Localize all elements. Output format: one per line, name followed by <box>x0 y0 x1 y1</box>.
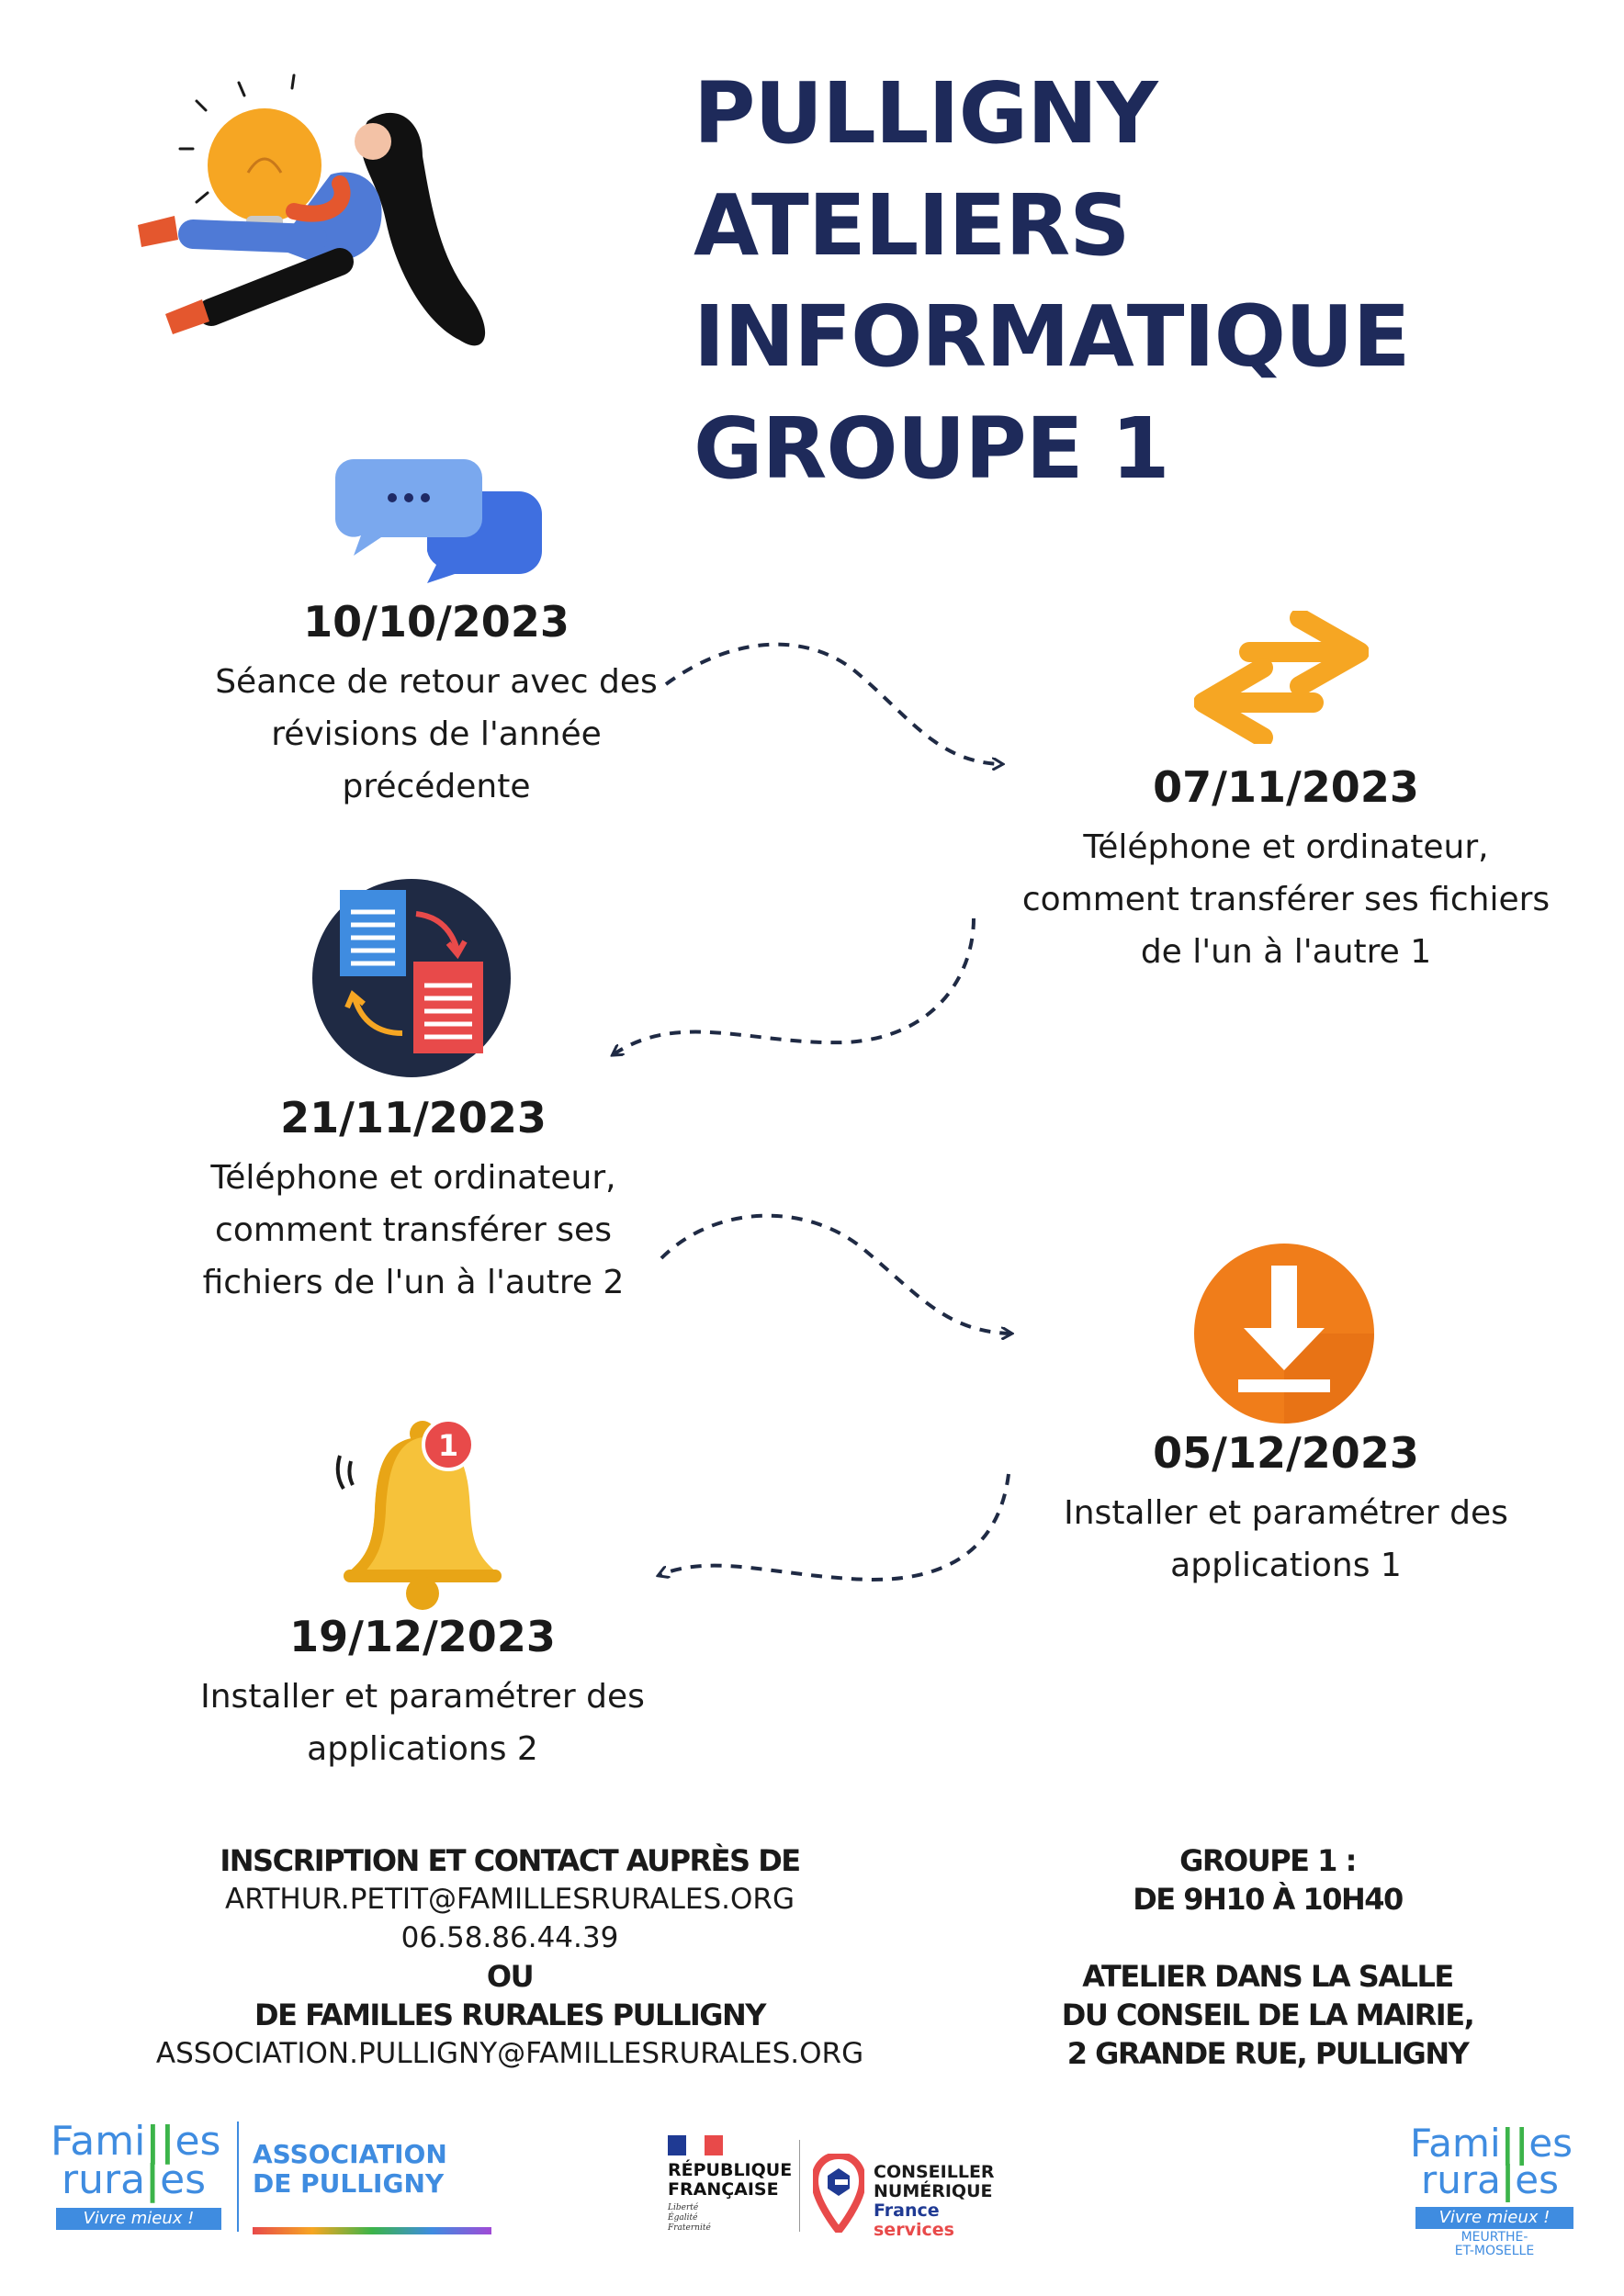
contact-email-1[interactable]: ARTHUR.PETIT@FAMILLESRURALES.ORG <box>225 1883 795 1916</box>
marianne-flag-icon <box>668 2135 723 2155</box>
session-date: 19/12/2023 <box>289 1612 556 1661</box>
logo-word-2b: es <box>160 2156 207 2203</box>
schedule-block <box>1020 1841 1516 2073</box>
logo-right-word-2b: es <box>1515 2157 1559 2202</box>
republique-francaise-logo <box>666 2135 795 2236</box>
logo-word-2a: rura <box>62 2156 146 2203</box>
bell-badge: 1 <box>437 1428 459 1463</box>
logo-tagline: Vivre mieux ! <box>56 2208 221 2230</box>
schedule-place-1: ATELIER DANS LA SALLE <box>1082 1959 1453 1994</box>
logo-word-1a: Fami <box>51 2118 146 2165</box>
schedule-group: GROUPE 1 : <box>1179 1843 1356 1878</box>
session-date: 21/11/2023 <box>280 1093 547 1142</box>
logo-right-word-2a: rura <box>1421 2157 1501 2202</box>
logo-right-tagline: Vivre mieux ! <box>1415 2207 1573 2229</box>
association-line-2: DE PULLIGNY <box>253 2168 445 2199</box>
logo-right-word-1a: Fami <box>1410 2121 1501 2166</box>
cn-line-1: CONSEILLER <box>874 2162 995 2182</box>
dept-line-2: ET-MOSELLE <box>1454 2244 1535 2258</box>
dept-line-1: MEURTHE- <box>1460 2230 1528 2245</box>
association-label <box>253 2140 447 2199</box>
rf-line-2: FRANÇAISE <box>668 2179 779 2200</box>
conseiller-numerique-icon <box>813 2154 864 2233</box>
connector-3 <box>661 1216 1010 1334</box>
rf-line-1: RÉPUBLIQUE <box>668 2160 793 2180</box>
familles-rurales-logo-left: Fami||es rura|es Vivre mieux ! <box>51 2118 221 2228</box>
title-line-4: GROUPE 1 <box>694 400 1169 498</box>
schedule-spacer <box>1020 1919 1516 1957</box>
contact-heading: INSCRIPTION ET CONTACT AUPRÈS DE <box>220 1843 800 1878</box>
schedule-place-3: 2 GRANDE RUE, PULLIGNY <box>1066 2036 1469 2071</box>
contact-email-2[interactable]: ASSOCIATION.PULLIGNY@FAMILLESRURALES.ORG <box>155 2037 864 2070</box>
title-line-1: PULLIGNY <box>694 64 1157 163</box>
contact-block <box>129 1841 891 2073</box>
contact-phone[interactable]: 06.58.86.44.39 <box>400 1921 619 1954</box>
logo-word-1b: es <box>175 2118 221 2165</box>
connector-2 <box>614 918 974 1054</box>
rf-motto-3: Fraternité <box>668 2223 711 2233</box>
connector-1 <box>666 645 1001 764</box>
rf-motto-2: Égalité <box>668 2213 698 2223</box>
session-description: Installer et paramétrer des applications 2 <box>200 1678 645 1768</box>
rainbow-bar <box>253 2227 491 2234</box>
rf-motto-1: Liberté <box>668 2203 699 2212</box>
session-description: Téléphone et ordinateur, comment transférer ses fichiers de l'un à l'autre 2 <box>202 1159 625 1301</box>
contact-org: DE FAMILLES RURALES PULLIGNY <box>254 1998 765 2032</box>
cn-line-2: NUMÉRIQUE <box>874 2181 993 2201</box>
familles-rurales-logo-right: Fami||es rura|es Vivre mieux ! MEURTHE- ET-MOSELLE <box>1410 2121 1573 2258</box>
session-description: Téléphone et ordinateur, comment transférer ses fichiers de l'un à l'autre 1 <box>1021 828 1551 971</box>
session-description: Installer et paramétrer des applications 1 <box>1064 1494 1508 1584</box>
session-date: 05/12/2023 <box>1153 1428 1419 1478</box>
title-line-2: ATELIERS <box>694 176 1130 275</box>
cn-line-4: services <box>874 2220 954 2240</box>
session-date: 10/10/2023 <box>303 597 570 647</box>
logo-separator <box>799 2140 800 2232</box>
logo-right-word-1b: es <box>1528 2121 1573 2166</box>
session-date: 07/11/2023 <box>1153 762 1419 812</box>
contact-or: OU <box>486 1959 534 1994</box>
logo-divider <box>237 2122 239 2232</box>
schedule-time: DE 9H10 À 10H40 <box>1133 1882 1403 1917</box>
connector-4 <box>660 1474 1009 1580</box>
schedule-place-2: DU CONSEIL DE LA MAIRIE, <box>1061 1998 1474 2032</box>
session-description: Séance de retour avec des révisions de l'année précédente <box>215 663 658 805</box>
conseiller-numerique-logo <box>813 2154 1015 2245</box>
cn-line-3: France <box>874 2200 940 2221</box>
association-line-1: ASSOCIATION <box>253 2139 447 2169</box>
title-line-3: INFORMATIQUE <box>694 287 1410 386</box>
